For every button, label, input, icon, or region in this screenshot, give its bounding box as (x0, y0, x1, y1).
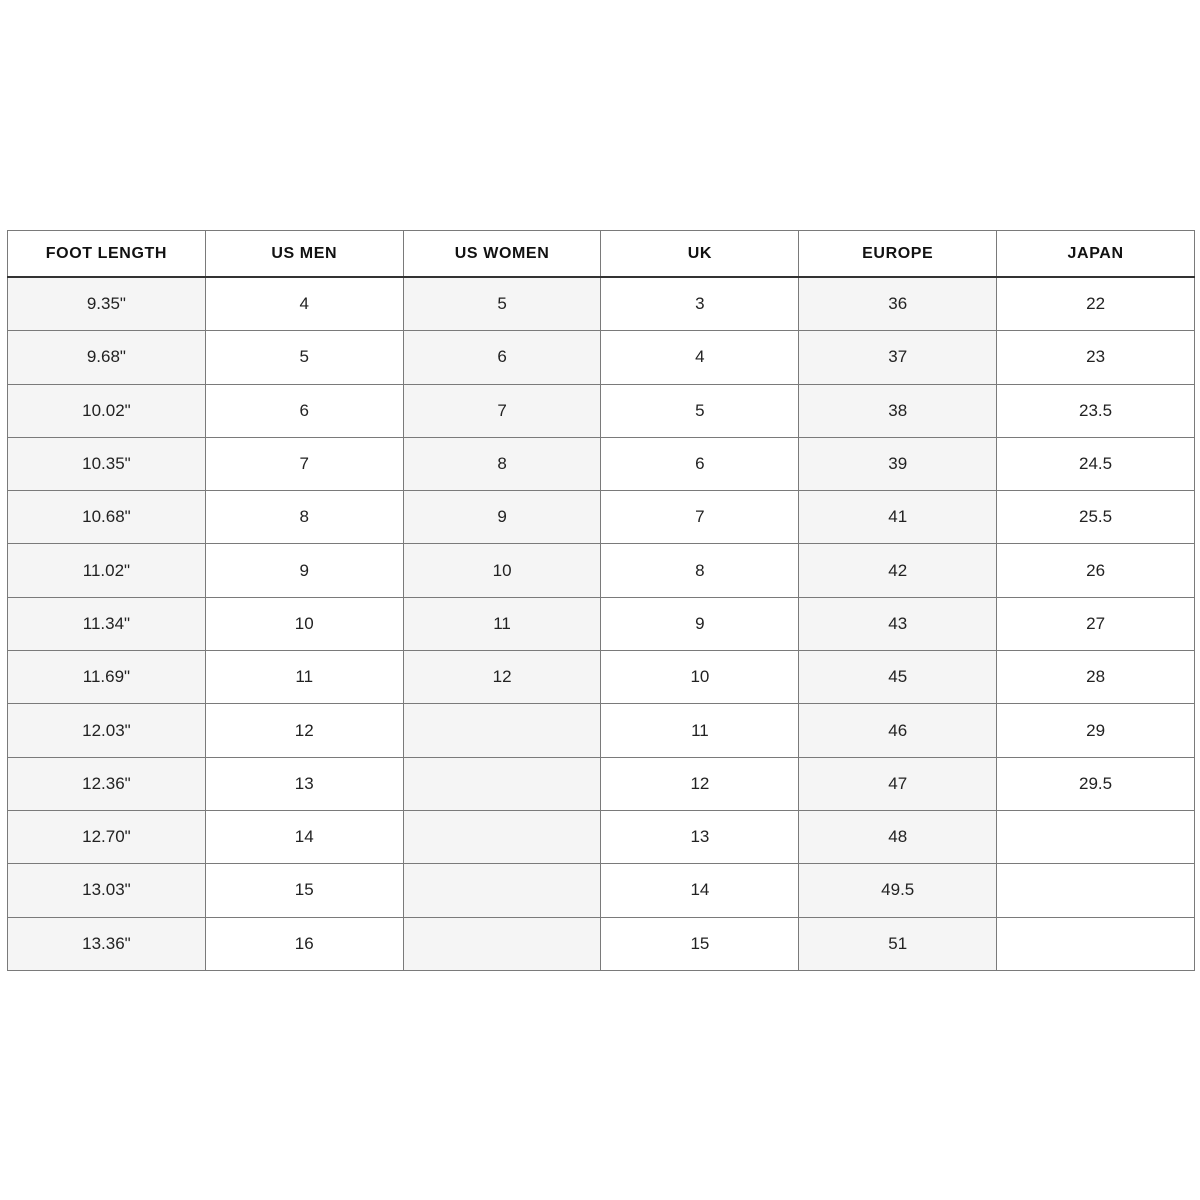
cell-us-women: 5 (403, 277, 601, 331)
cell-us-women (403, 864, 601, 917)
cell-us-women: 7 (403, 384, 601, 437)
table-row (8, 704, 1195, 757)
table-row (8, 864, 1195, 917)
table-row (8, 277, 1195, 331)
cell-us-men: 12 (205, 704, 403, 757)
cell-foot-length: 10.68" (8, 491, 206, 544)
cell-europe: 47 (799, 757, 997, 810)
cell-europe: 42 (799, 544, 997, 597)
cell-us-women: 6 (403, 331, 601, 384)
cell-uk: 7 (601, 491, 799, 544)
cell-europe: 49.5 (799, 864, 997, 917)
cell-us-men: 14 (205, 810, 403, 863)
cell-foot-length: 13.03" (8, 864, 206, 917)
cell-japan: 26 (997, 544, 1195, 597)
table-row (8, 810, 1195, 863)
cell-europe: 48 (799, 810, 997, 863)
cell-us-women (403, 810, 601, 863)
cell-us-men: 11 (205, 651, 403, 704)
cell-uk: 13 (601, 810, 799, 863)
cell-us-men: 5 (205, 331, 403, 384)
cell-us-men: 4 (205, 277, 403, 331)
cell-us-women (403, 704, 601, 757)
cell-japan: 24.5 (997, 437, 1195, 490)
header-europe: EUROPE (799, 231, 997, 278)
cell-europe: 45 (799, 651, 997, 704)
header-row (8, 231, 1195, 278)
cell-europe: 38 (799, 384, 997, 437)
cell-us-men: 13 (205, 757, 403, 810)
cell-foot-length: 9.35" (8, 277, 206, 331)
cell-foot-length: 12.70" (8, 810, 206, 863)
table-row (8, 917, 1195, 970)
cell-japan (997, 864, 1195, 917)
table-header (8, 231, 1195, 278)
cell-foot-length: 11.34" (8, 597, 206, 650)
cell-europe: 36 (799, 277, 997, 331)
table-row (8, 331, 1195, 384)
cell-uk: 3 (601, 277, 799, 331)
cell-foot-length: 10.02" (8, 384, 206, 437)
cell-uk: 9 (601, 597, 799, 650)
cell-europe: 41 (799, 491, 997, 544)
cell-japan: 25.5 (997, 491, 1195, 544)
cell-us-men: 15 (205, 864, 403, 917)
table-row (8, 651, 1195, 704)
table-row (8, 384, 1195, 437)
cell-foot-length: 12.03" (8, 704, 206, 757)
cell-us-men: 6 (205, 384, 403, 437)
cell-us-men: 16 (205, 917, 403, 970)
header-us-women: US WOMEN (403, 231, 601, 278)
cell-us-women (403, 757, 601, 810)
cell-uk: 8 (601, 544, 799, 597)
header-us-men: US MEN (205, 231, 403, 278)
shoe-size-chart-table (7, 230, 1195, 971)
cell-foot-length: 9.68" (8, 331, 206, 384)
cell-europe: 46 (799, 704, 997, 757)
cell-uk: 5 (601, 384, 799, 437)
cell-us-women: 11 (403, 597, 601, 650)
cell-us-men: 9 (205, 544, 403, 597)
cell-japan: 27 (997, 597, 1195, 650)
cell-us-men: 8 (205, 491, 403, 544)
table-row (8, 437, 1195, 490)
cell-japan: 28 (997, 651, 1195, 704)
cell-uk: 6 (601, 437, 799, 490)
cell-europe: 37 (799, 331, 997, 384)
cell-us-men: 7 (205, 437, 403, 490)
table-row (8, 544, 1195, 597)
cell-us-women: 9 (403, 491, 601, 544)
cell-europe: 39 (799, 437, 997, 490)
cell-foot-length: 13.36" (8, 917, 206, 970)
cell-foot-length: 12.36" (8, 757, 206, 810)
cell-us-men: 10 (205, 597, 403, 650)
table-row (8, 491, 1195, 544)
cell-europe: 51 (799, 917, 997, 970)
header-uk: UK (601, 231, 799, 278)
cell-us-women (403, 917, 601, 970)
cell-japan: 22 (997, 277, 1195, 331)
header-japan: JAPAN (997, 231, 1195, 278)
cell-us-women: 10 (403, 544, 601, 597)
cell-europe: 43 (799, 597, 997, 650)
cell-uk: 10 (601, 651, 799, 704)
cell-japan: 23 (997, 331, 1195, 384)
cell-japan (997, 917, 1195, 970)
cell-uk: 14 (601, 864, 799, 917)
cell-uk: 4 (601, 331, 799, 384)
cell-japan (997, 810, 1195, 863)
table-body (8, 277, 1195, 970)
cell-japan: 29 (997, 704, 1195, 757)
header-foot-length: FOOT LENGTH (8, 231, 206, 278)
cell-uk: 12 (601, 757, 799, 810)
cell-foot-length: 11.69" (8, 651, 206, 704)
cell-uk: 11 (601, 704, 799, 757)
cell-us-women: 12 (403, 651, 601, 704)
cell-us-women: 8 (403, 437, 601, 490)
cell-japan: 29.5 (997, 757, 1195, 810)
table-row (8, 757, 1195, 810)
cell-foot-length: 10.35" (8, 437, 206, 490)
table-row (8, 597, 1195, 650)
cell-foot-length: 11.02" (8, 544, 206, 597)
cell-uk: 15 (601, 917, 799, 970)
cell-japan: 23.5 (997, 384, 1195, 437)
